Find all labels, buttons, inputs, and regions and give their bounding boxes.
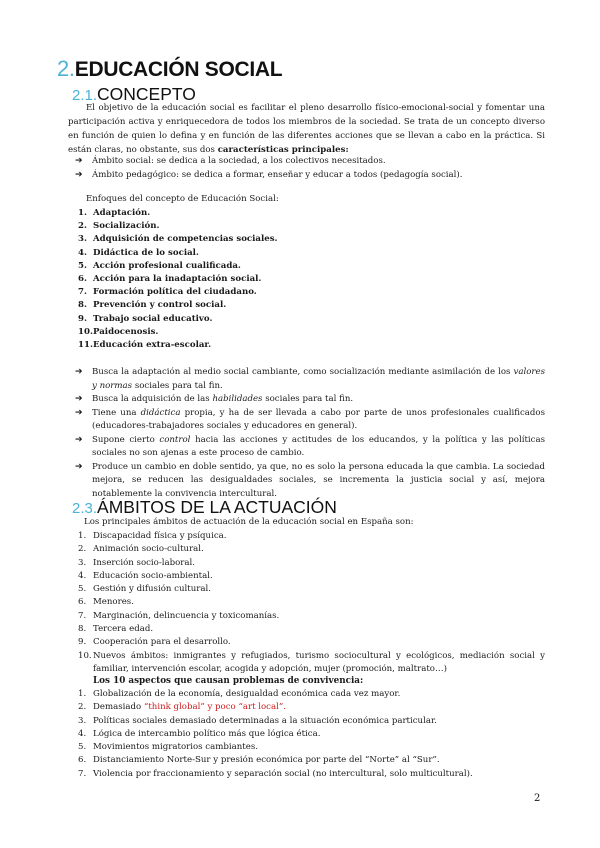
- list-number: 6.: [78, 274, 87, 285]
- list-item: [78, 339, 545, 352]
- ambitos-list: [68, 155, 545, 182]
- list-number: 4.: [78, 247, 87, 258]
- list-item: [78, 273, 545, 286]
- list-number: 2.: [78, 702, 87, 713]
- list-number: 8.: [78, 624, 87, 635]
- list-number: 3.: [78, 234, 87, 245]
- list-number: 5.: [78, 584, 87, 595]
- list-number: 5.: [78, 260, 87, 271]
- arrow-right-icon: ➔: [75, 394, 83, 404]
- ambitos-actuacion-list: [78, 530, 545, 676]
- list-item-text: Violencia por fraccionamiento y separación social (no intercultural, solo multicultural).: [93, 768, 473, 779]
- list-number: 7.: [78, 610, 87, 621]
- note-text: propia, y ha de ser llevada a cabo por parte de unos profesionales cualificados (educadores-trabajadores sociales y educadores en general).: [92, 407, 546, 431]
- list-item-text: Educación socio-ambiental.: [93, 570, 213, 581]
- arrow-right-icon: ➔: [75, 407, 83, 418]
- list-item: [68, 393, 545, 407]
- concepto-title: CONCEPTO: [97, 84, 196, 104]
- list-item: [78, 768, 545, 781]
- list-item: [78, 650, 545, 677]
- list-item-text: Adquisición de competencias sociales.: [93, 234, 278, 245]
- list-item: [78, 636, 545, 649]
- list-item-text: Tercera edad.: [93, 624, 154, 635]
- ambitos-heading: [72, 497, 337, 518]
- list-item: [78, 610, 545, 623]
- list-item-text: Didáctica de lo social.: [93, 247, 199, 258]
- arrow-right-icon: ➔: [75, 169, 83, 180]
- list-item: [78, 220, 545, 233]
- enfoques-intro: [68, 193, 545, 207]
- list-item-text: Paidocenosis.: [93, 326, 159, 337]
- list-item-text: Políticas sociales demasiado determinadas a la situación económica particular.: [93, 715, 437, 726]
- note-text: Tiene una: [92, 407, 141, 418]
- list-item: [78, 688, 545, 701]
- list-number: 1.: [78, 208, 87, 218]
- list-item-text: Gestión y difusión cultural.: [93, 584, 211, 595]
- page-number: 2: [534, 793, 541, 804]
- note-text: hacia las acciones y actitudes de los educandos, y la política y las políticas sociales no son ajenas a este proceso de cambio.: [92, 434, 545, 458]
- section-heading: [57, 56, 282, 82]
- list-item-text: Animación socio-cultural.: [93, 544, 204, 555]
- list-item: [78, 570, 545, 583]
- enfoques-intro-text: Enfoques del concepto de Educación Social:: [86, 194, 279, 204]
- list-item-text: Marginación, delincuencia y toxicomanías.: [93, 610, 280, 621]
- list-item: [78, 313, 545, 326]
- list-number: 3.: [78, 715, 87, 726]
- list-number: 2.: [78, 221, 87, 232]
- ambitos-number: 2.3.: [72, 500, 98, 517]
- list-item: [78, 715, 545, 728]
- enfoques-notes-list: [68, 366, 545, 501]
- list-item: [78, 286, 545, 299]
- list-item-text: Socialización.: [93, 221, 160, 232]
- list-item-text: Globalización de la economía, desigualdad económica cada vez mayor.: [93, 689, 401, 699]
- highlighted-text: “think global” y poco “art local”.: [143, 702, 286, 713]
- list-item-text: Ámbito social: se dedica a la sociedad, a los colectivos necesitados.: [92, 156, 386, 166]
- list-item-text: Adaptación.: [93, 208, 151, 218]
- list-item: [78, 543, 545, 556]
- enfoques-list: [78, 207, 545, 352]
- list-item-text: Discapacidad física y psíquica.: [93, 531, 227, 541]
- list-item: [68, 366, 545, 393]
- list-item: [78, 701, 545, 714]
- list-item: [78, 530, 545, 543]
- list-number: 6.: [78, 597, 87, 608]
- list-item: [68, 155, 545, 169]
- aspectos-heading: Los 10 aspectos que causan problemas de convivencia:: [93, 676, 364, 686]
- list-item: [78, 596, 545, 609]
- note-text: sociales para tal fin.: [262, 394, 354, 404]
- arrow-right-icon: ➔: [75, 367, 83, 377]
- note-text: Busca la adquisición de las: [92, 394, 213, 404]
- list-item-text: Ámbito pedagógico: se dedica a formar, enseñar y educar a todos (pedagogía social).: [92, 169, 463, 180]
- list-item-text: Menores.: [93, 597, 134, 608]
- ambitos-intro-text: Los principales ámbitos de actuación de la educación social en España son:: [84, 517, 414, 527]
- list-item: [78, 247, 545, 260]
- note-text: Busca la adaptación al medio social cambiante, como socialización mediante asimilación de los: [92, 367, 514, 377]
- list-number: 11.: [78, 340, 93, 351]
- list-item: [78, 728, 545, 741]
- list-number: 9.: [78, 313, 87, 324]
- list-item-text: Prevención y control social.: [93, 300, 227, 311]
- list-item: [78, 233, 545, 246]
- arrow-right-icon: ➔: [75, 461, 83, 472]
- caracteristicas-label: características principales:: [217, 144, 349, 155]
- note-italic: valores y normas: [92, 367, 545, 391]
- concepto-paragraph-text: El objetivo de la educación social es facilitar el pleno desarrollo físico-emocional-social y fomentar una participación activa y enriquecedora de todos los miembros de la sociedad. Se trata de un concepto diverso en función de quien lo defina y en función de las diferentes acciones que se llevan a cabo en la práctica. Si están claras, no obstante, sus dos: [68, 103, 545, 155]
- list-item-text: Acción para la inadaptación social.: [93, 274, 262, 285]
- section-title: EDUCACIÓN SOCIAL: [74, 58, 283, 81]
- list-number: 7.: [78, 768, 87, 779]
- list-number: 5.: [78, 742, 87, 753]
- list-item-text: Demasiado: [93, 702, 144, 713]
- list-item-text: Movimientos migratorios cambiantes.: [93, 742, 258, 753]
- section-number: 2.: [57, 56, 75, 81]
- note-text: sociales para tal fin.: [132, 380, 223, 391]
- concepto-number: 2.1.: [72, 87, 98, 104]
- list-number: 9.: [78, 637, 87, 648]
- list-item-text: Nuevos ámbitos: inmigrantes y refugiados, turismo sociocultural y ecológicos, mediación social y familiar, intervención escolar, acogida y adopción, mujer (promoción, maltrato…): [93, 650, 545, 674]
- list-item: [78, 583, 545, 596]
- list-item: [68, 434, 545, 461]
- list-item-text: Lógica de intercambio político más que lógica ética.: [93, 728, 321, 739]
- list-item: [78, 299, 545, 312]
- list-item-text: Trabajo social educativo.: [93, 313, 213, 324]
- list-number: 4.: [78, 570, 87, 581]
- note-italic: control: [159, 434, 191, 445]
- list-item: [78, 623, 545, 636]
- note-italic: habilidades: [212, 394, 263, 404]
- list-number: 3.: [78, 557, 87, 568]
- arrow-right-icon: ➔: [75, 434, 83, 445]
- list-item: [78, 741, 545, 754]
- list-number: 8.: [78, 300, 87, 311]
- list-item: [68, 169, 545, 183]
- list-item-text: Educación extra-escolar.: [93, 340, 212, 351]
- list-number: 7.: [78, 287, 87, 298]
- list-number: 10.: [78, 326, 93, 337]
- list-number: 1.: [78, 531, 87, 541]
- list-item: [78, 754, 545, 767]
- list-item-text: Distanciamiento Norte-Sur y presión económica por parte del “Norte” al “Sur”.: [93, 755, 440, 766]
- list-number: 1.: [78, 689, 87, 699]
- ambitos-title: ÁMBITOS DE LA ACTUACIÓN: [97, 497, 337, 517]
- concepto-paragraph: [68, 102, 545, 158]
- list-item-text: Formación política del ciudadano.: [93, 287, 257, 298]
- list-item: [68, 407, 545, 434]
- list-item-text: Inserción socio-laboral.: [93, 557, 196, 568]
- list-item-text: Cooperación para el desarrollo.: [93, 637, 231, 648]
- note-italic: didáctica: [140, 407, 181, 418]
- list-number: 10.: [78, 650, 92, 661]
- list-item: [78, 207, 545, 220]
- list-number: 2.: [78, 544, 87, 555]
- aspectos-list: [78, 688, 545, 781]
- ambitos-intro: [84, 516, 545, 530]
- list-number: 6.: [78, 755, 87, 766]
- list-number: 4.: [78, 728, 87, 739]
- list-item: [78, 260, 545, 273]
- list-item-text: Acción profesional cualificada.: [93, 260, 241, 271]
- arrow-right-icon: ➔: [75, 156, 83, 166]
- list-item: [68, 461, 545, 502]
- note-text: Produce un cambio en doble sentido, ya que, no es solo la persona educada la que cambia. La sociedad mejora, se reducen las desigualdades sociales, se incrementa la justicia social y así, mejora notablemente la convivencia intercultural.: [92, 461, 545, 499]
- note-text: Supone cierto: [92, 434, 160, 445]
- list-item: [78, 326, 545, 339]
- list-item: [78, 557, 545, 570]
